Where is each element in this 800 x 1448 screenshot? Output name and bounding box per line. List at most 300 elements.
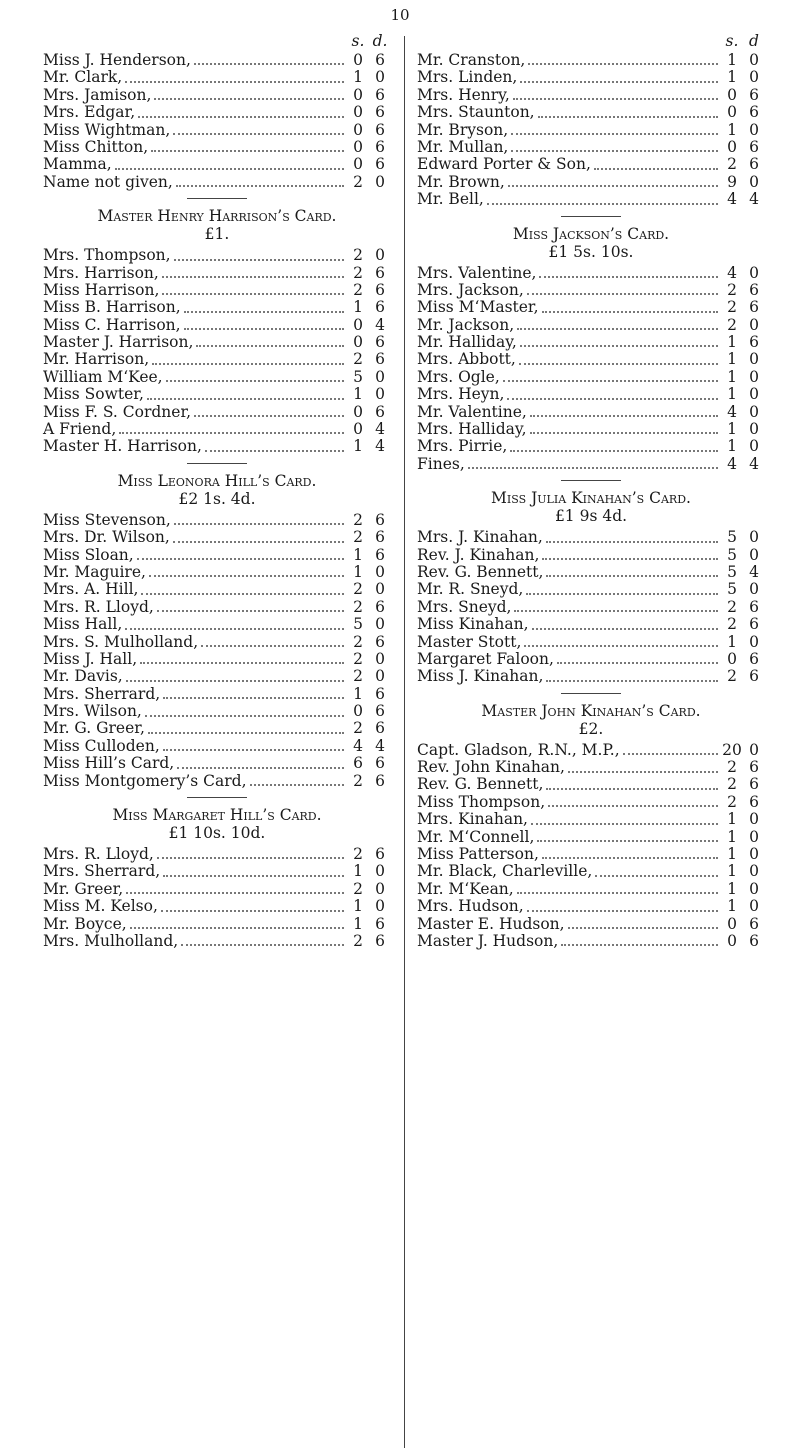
subscriber-name: Mrs. Sherrard, [43,862,161,881]
column-header [43,30,391,52]
shillings-amount: 1 [353,914,363,933]
column-header [417,30,765,52]
subscriber-name: Mrs. Heyn, [417,385,505,404]
subscriber-name: Miss J. Kinahan, [417,667,544,686]
subscriber-name: Mr. Mullan, [417,137,509,156]
dot-leader [530,426,718,434]
shillings-amount: 4 [727,263,737,282]
subscriber-row [417,438,765,455]
shillings-amount: 0 [353,137,363,156]
subscriber-name: Miss C. Harrison, [43,315,181,334]
subscriber-name: Miss Culloden, [43,736,160,755]
dot-leader [546,535,718,543]
dot-leader [537,834,718,842]
card-title: Miss Jackson’s Card. [512,224,670,243]
pence-amount: 6 [375,702,385,721]
subscriber-name: Mr. M‘Connell, [417,827,535,846]
shillings-amount: 2 [727,615,737,634]
dot-leader [546,569,718,577]
pence-amount: 6 [749,758,759,777]
subscriber-name: Miss J. Hall, [43,649,138,668]
pence-amount: 4 [375,315,385,334]
shillings-amount: 1 [727,897,737,916]
dot-leader [531,817,718,825]
subscriber-row [417,299,765,316]
pence-amount: 6 [749,103,759,122]
dot-leader [527,287,718,295]
shillings-amount: 5 [353,367,363,386]
dot-leader [177,761,344,769]
subscriber-row [417,156,765,173]
subscriber-row [417,581,765,598]
subscriber-row [43,104,391,121]
dot-leader [542,552,718,560]
pence-amount: 6 [749,298,759,317]
subscriber-row [417,191,765,208]
dot-leader [147,392,344,400]
subscriber-row [417,777,765,794]
subscriber-row [43,529,391,546]
pence-amount: 0 [375,667,385,686]
shillings-amount: 0 [353,702,363,721]
shillings-amount: 1 [727,879,737,898]
pence-amount: 0 [749,827,759,846]
shillings-amount: 1 [727,827,737,846]
pence-amount: 0 [749,632,759,651]
subscriber-row [417,404,765,421]
pence-amount: 6 [749,597,759,616]
shillings-amount: 0 [727,137,737,156]
pence-amount: 0 [749,263,759,282]
subscriber-row [43,247,391,264]
subscriber-row [417,742,765,759]
shillings-amount: 1 [727,420,737,439]
subscriber-row [43,282,391,299]
dot-leader [140,656,344,664]
subscriber-row [417,634,765,651]
dot-leader [517,322,718,330]
subscriber-row [417,794,765,811]
pence-amount: 0 [375,562,385,581]
shillings-amount: 2 [353,667,363,686]
subscriber-row [43,547,391,564]
shillings-amount: 2 [353,632,363,651]
pence-amount: 6 [375,120,385,139]
dot-leader [623,747,718,755]
pence-amount: 0 [375,246,385,265]
pence-amount: 0 [749,437,759,456]
subscriber-row [417,564,765,581]
pence-amount: 0 [749,68,759,87]
pence-amount: 6 [375,719,385,738]
subscriber-row [43,755,391,772]
subscriber-row [417,898,765,915]
subscriber-name: Miss Sloan, [43,545,134,564]
card-total: £2 1s. 4d. [178,489,256,508]
subscriber-name: Mr. Valentine, [417,402,527,421]
subscriber-row [43,386,391,403]
dot-leader [151,144,344,152]
dot-leader [161,904,344,912]
dot-leader [174,517,344,525]
pence-amount: 0 [749,862,759,881]
subscriber-row [43,933,391,950]
subscriber-row [417,421,765,438]
dot-leader [174,253,344,261]
subscriber-name: Capt. Gladson, R.N., M.P., [417,740,620,759]
subscriber-name: Edward Porter & Son, [417,155,591,174]
pence-amount: 6 [375,298,385,317]
dot-leader [527,904,718,912]
shillings-amount: 2 [353,649,363,668]
pence-amount: 4 [375,420,385,439]
subscriber-name: Miss Thompson, [417,792,546,811]
shillings-amount: 1 [727,120,737,139]
shillings-amount: 1 [727,333,737,352]
subscriber-name: Name not given, [43,172,173,191]
subscriber-row [43,299,391,316]
subscriber-row [43,334,391,351]
shillings-amount: 2 [353,580,363,599]
shillings-amount: 2 [727,298,737,317]
pence-amount: 4 [749,454,759,473]
shillings-amount: 2 [353,246,363,265]
dot-leader [157,851,344,859]
shillings-amount: 0 [353,333,363,352]
dot-leader [138,110,344,118]
subscriber-name: Mrs. Edgar, [43,103,136,122]
subscriber-name: Mrs. Henry, [417,85,510,104]
subscriber-row [417,616,765,633]
subscriber-name: Mrs. Pirrie, [417,437,508,456]
dot-leader [141,587,344,595]
subscriber-name: Miss Harrison, [43,280,160,299]
subscriber-name: Master J. Hudson, [417,932,559,950]
dot-leader [154,92,344,100]
subscriber-row [43,916,391,933]
shillings-amount: 1 [727,810,737,829]
pence-amount: 0 [375,367,385,386]
subscriber-row [417,529,765,546]
right-column [417,30,765,950]
subscriber-name: Mr. Boyce, [43,914,127,933]
pence-amount: 6 [749,649,759,668]
shillings-amount: 1 [353,684,363,703]
shillings-amount: 1 [353,298,363,317]
subscriber-name: Mrs. Valentine, [417,263,537,282]
dot-leader [546,674,718,682]
subscriber-name: Mrs. Ogle, [417,367,500,386]
subscriber-name: Master J. Harrison, [43,333,194,352]
shillings-amount: 6 [353,754,363,773]
shillings-amount: 2 [353,719,363,738]
shillings-amount: 1 [353,385,363,404]
subscriber-name: Miss Chitton, [43,137,149,156]
pence-amount: 0 [375,862,385,881]
subscriber-name: Mr. Brown, [417,172,505,191]
pence-amount: 0 [749,420,759,439]
pence-amount: 6 [749,615,759,634]
column-divider [404,36,405,1448]
subscriber-name: Mrs. Halliday, [417,420,527,439]
subscriber-row [43,69,391,86]
shillings-amount: 5 [353,615,363,634]
shillings-amount: 1 [353,862,363,881]
subscriber-row [43,634,391,651]
pence-amount: 6 [375,545,385,564]
subscriber-row [417,52,765,69]
subscriber-row [417,104,765,121]
shillings-amount: 2 [353,263,363,282]
shillings-amount: 5 [727,562,737,581]
subscriber-row [417,369,765,386]
subscriber-row [43,738,391,755]
shillings-amount: 1 [727,437,737,456]
shillings-amount: 1 [727,845,737,864]
shillings-amount: 1 [727,632,737,651]
dot-leader [511,127,718,135]
section-divider [187,463,247,464]
dot-leader [163,743,344,751]
shillings-amount: 0 [353,315,363,334]
card-total: £1 10s. 10d. [168,824,266,843]
subscriber-name: Mr. Davis, [43,667,123,686]
subscriber-name: Miss Kinahan, [417,615,529,634]
subscriber-name: Mrs. R. Lloyd, [43,845,154,864]
subscriber-name: Mrs. Kinahan, [417,810,528,829]
subscriber-name: Miss Hall, [43,615,123,634]
pence-amount: 6 [375,50,385,69]
subscriber-row [43,773,391,790]
subscriber-row [43,174,391,191]
subscriber-name: Mr. M‘Kean, [417,879,514,898]
pence-amount: 0 [749,528,759,547]
subscriber-name: Miss M. Kelso, [43,897,158,916]
dot-leader [595,869,718,877]
pence-amount: 6 [375,597,385,616]
dot-leader [115,162,344,170]
subscriber-row [43,317,391,334]
section-divider [561,693,621,694]
pence-amount: 6 [749,667,759,686]
dot-leader [157,604,344,612]
subscriber-name: Miss Stevenson, [43,510,171,529]
subscriber-row [43,721,391,738]
dot-leader [184,322,344,330]
subscriber-name: Fines, [417,454,465,473]
dot-leader [125,75,344,83]
subscriber-name: William M‘Kee, [43,367,163,386]
shillings-amount: 0 [727,914,737,933]
card-title: Miss Margaret Hill’s Card. [112,806,322,825]
shillings-amount: 0 [727,103,737,122]
shillings-amount: 4 [727,190,737,209]
shillings-header: s. [725,32,739,50]
dot-leader [532,622,718,630]
shillings-amount: 20 [722,740,742,759]
subscriber-name: Mr. Jackson, [417,315,515,334]
subscriber-row [417,863,765,880]
pence-amount: 0 [749,897,759,916]
shillings-amount: 2 [727,775,737,794]
shillings-amount: 1 [353,68,363,87]
section-divider [187,198,247,199]
subscriber-row [417,846,765,863]
shillings-amount: 2 [353,932,363,950]
dot-leader [524,639,718,647]
subscriber-name: Miss J. Henderson, [43,50,191,69]
pence-amount: 6 [749,137,759,156]
subscriber-name: Mrs. Sneyd, [417,597,512,616]
subscriber-name: Mrs. Linden, [417,68,518,87]
shillings-amount: 0 [353,402,363,421]
card-title: Master John Kinahan’s Card. [481,701,701,720]
pence-amount: 4 [749,190,759,209]
shillings-amount: 2 [727,792,737,811]
subscriber-row [417,386,765,403]
subscriber-name: Mr. Bryson, [417,120,509,139]
shillings-amount: 0 [353,120,363,139]
section-divider [561,216,621,217]
dot-leader [148,726,344,734]
subscriber-row [417,651,765,668]
subscriber-row [417,668,765,685]
subscriber-row [43,898,391,915]
shillings-amount: 2 [353,172,363,191]
subscriber-row [417,547,765,564]
shillings-amount: 0 [727,932,737,950]
shillings-amount: 2 [353,528,363,547]
subscriber-name: Mrs. Mulholland, [43,932,179,950]
card-title: Miss Julia Kinahan’s Card. [491,489,691,508]
dot-leader [162,270,344,278]
subscriber-name: Miss B. Harrison, [43,298,181,317]
shillings-amount: 2 [727,758,737,777]
shillings-amount: 1 [727,367,737,386]
subscriber-row [417,139,765,156]
card-title: Master Henry Harrison’s Card. [97,207,337,226]
pence-amount: 0 [749,740,759,759]
dot-leader [196,339,344,347]
shillings-amount: 1 [353,437,363,456]
pence-amount: 6 [375,155,385,174]
subscriber-name: Miss M‘Master, [417,298,539,317]
pence-amount: 4 [375,437,385,456]
subscriber-row [417,916,765,933]
pence-amount: 6 [375,845,385,864]
shillings-amount: 1 [727,50,737,69]
subscriber-row [417,174,765,191]
subscriber-name: Mrs. Harrison, [43,263,159,282]
shillings-amount: 0 [727,85,737,104]
dot-leader [145,709,344,717]
pence-amount: 6 [375,914,385,933]
dot-leader [520,339,718,347]
subscriber-name: Mrs. Jackson, [417,280,524,299]
dot-leader [126,674,344,682]
subscriber-row [417,829,765,846]
dot-leader [468,461,718,469]
pence-amount: 6 [375,103,385,122]
subscriber-name: Miss Sowter, [43,385,144,404]
dot-leader [542,851,718,859]
pence-amount: 0 [749,810,759,829]
pence-amount: 6 [375,754,385,773]
shillings-amount: 2 [353,771,363,790]
subscriber-row [43,881,391,898]
pence-amount: 0 [375,385,385,404]
subscriber-name: Mr. R. Sneyd, [417,580,524,599]
subscriber-row [417,122,765,139]
subscriber-name: Miss F. S. Cordner, [43,402,192,421]
subscriber-name: Mr. Harrison, [43,350,150,369]
dot-leader [517,886,718,894]
subscriber-name: Mr. Greer, [43,879,124,898]
subscriber-name: Mr. Bell, [417,190,484,209]
left-column [43,30,391,950]
pence-amount: 6 [749,775,759,794]
subscriber-name: Miss Patterson, [417,845,539,864]
dot-leader [568,765,718,773]
pence-amount: 6 [749,914,759,933]
pence-amount: 6 [749,333,759,352]
subscriber-row [417,282,765,299]
page-number: 10 [390,6,410,24]
dot-leader [163,869,344,877]
pence-amount: 6 [375,280,385,299]
shillings-amount: 1 [727,862,737,881]
shillings-amount: 0 [353,155,363,174]
subscriber-name: Mr. Maguire, [43,562,146,581]
section-divider [187,797,247,798]
shillings-amount: 1 [353,897,363,916]
subscriber-row [43,651,391,668]
pence-amount: 0 [375,649,385,668]
pence-amount: 0 [375,68,385,87]
subscriber-name: Mrs. Thompson, [43,246,171,265]
dot-leader [511,144,718,152]
pence-amount: 6 [749,792,759,811]
dot-leader [173,127,344,135]
card-total: £1 5s. 10s. [548,242,634,261]
dot-leader [514,604,718,612]
subscriber-row [417,933,765,950]
subscriber-row [43,404,391,421]
dot-leader [184,305,344,313]
pence-amount: 0 [749,845,759,864]
pence-amount: 6 [375,333,385,352]
shillings-amount: 4 [353,736,363,755]
dot-leader [503,374,718,382]
dot-leader [548,799,718,807]
subscriber-name: Miss Hill’s Card, [43,754,175,773]
shillings-amount: 2 [727,667,737,686]
dot-leader [568,921,718,929]
subscriber-name: Mr. G. Greer, [43,719,145,738]
pence-amount: 6 [749,932,759,950]
pence-amount: 0 [375,897,385,916]
pence-amount: 0 [749,545,759,564]
card-title: Miss Leonora Hill’s Card. [117,471,317,490]
subscriber-name: Rev. G. Bennett, [417,562,544,581]
pence-amount: 6 [375,684,385,703]
subscriber-row [43,156,391,173]
subscriber-row [417,811,765,828]
subscriber-row [417,334,765,351]
subscriber-row [43,52,391,69]
shillings-amount: 5 [727,528,737,547]
subscriber-row [43,139,391,156]
